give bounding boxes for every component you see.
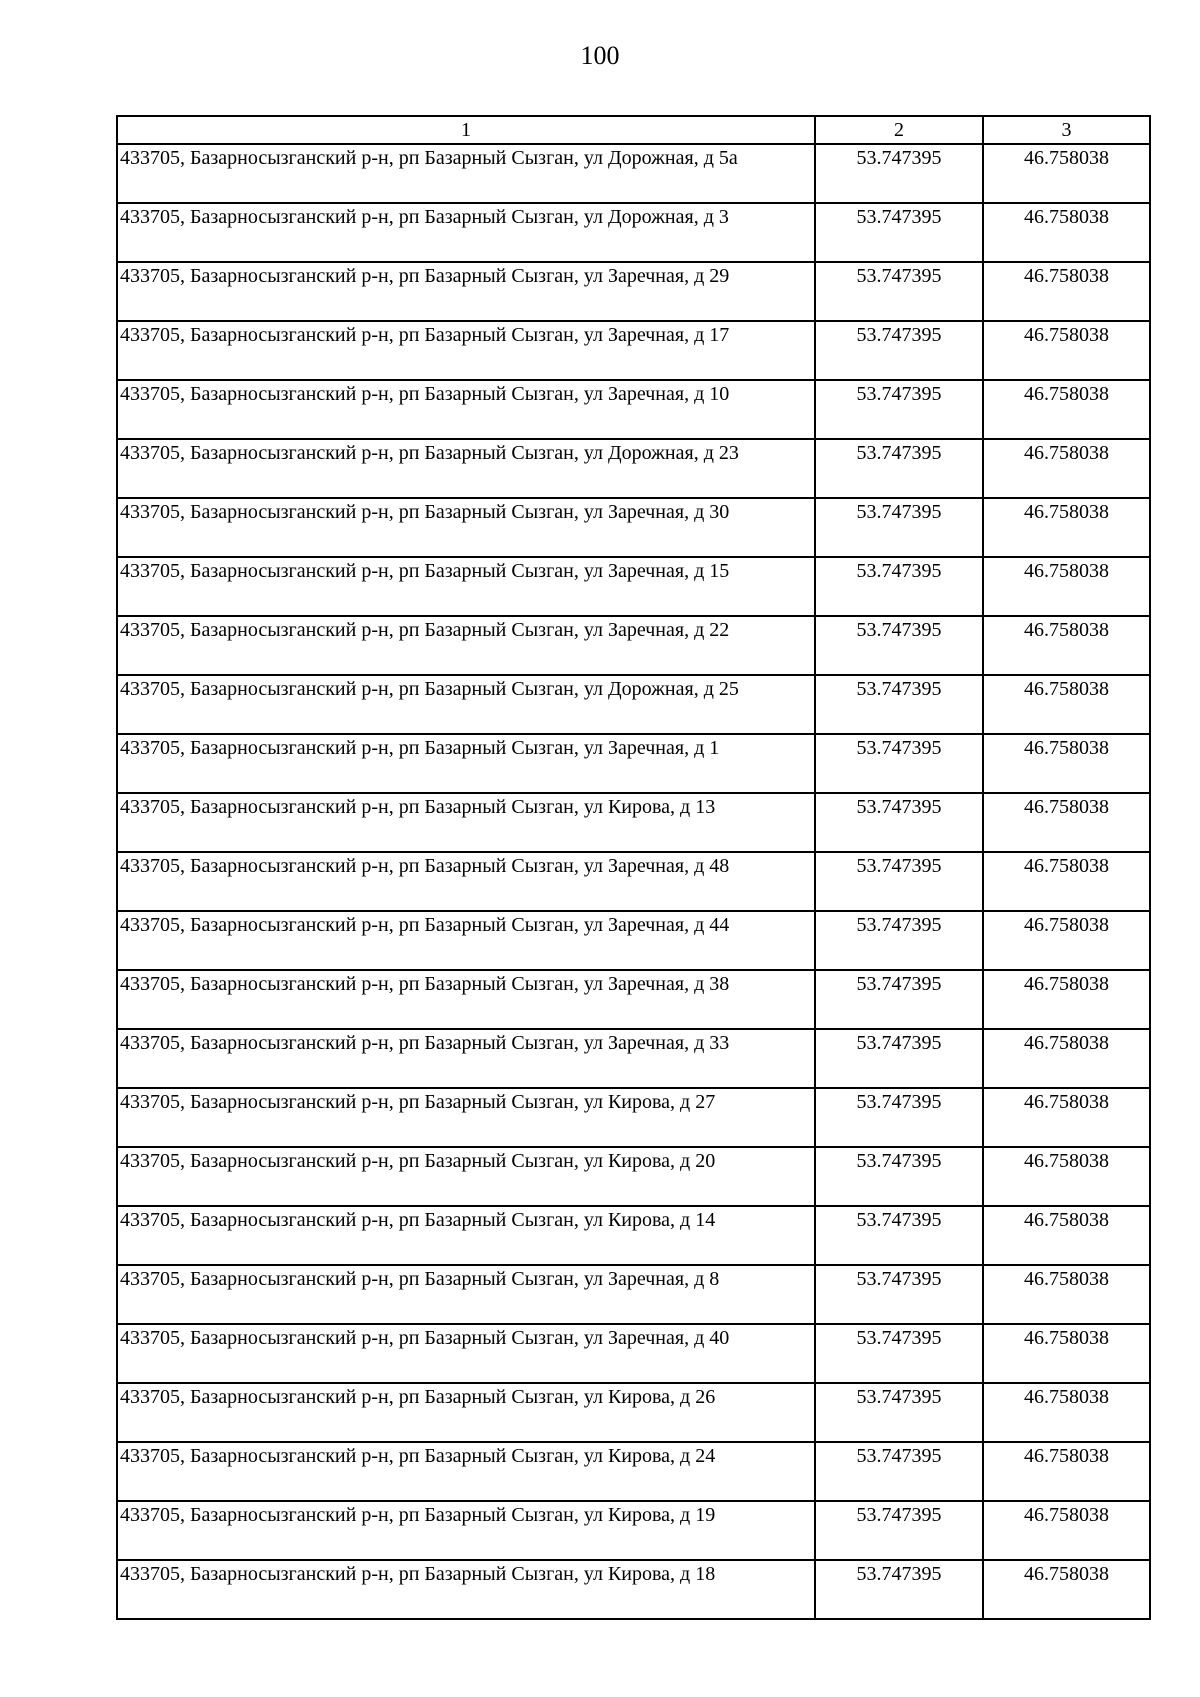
address-cell: 433705, Базарносызганский р-н, рп Базарный Сызган, ул Заречная, д 15 (117, 557, 815, 616)
table-row (117, 911, 1150, 970)
table-row (117, 1206, 1150, 1265)
address-cell: 433705, Базарносызганский р-н, рп Базарный Сызган, ул Дорожная, д 25 (117, 675, 815, 734)
address-cell: 433705, Базарносызганский р-н, рп Базарный Сызган, ул Заречная, д 1 (117, 734, 815, 793)
address-coordinates-table (116, 115, 1151, 1620)
column-header-1: 1 (117, 116, 815, 144)
longitude-cell: 46.758038 (983, 1147, 1150, 1206)
longitude-cell: 46.758038 (983, 616, 1150, 675)
table-row (117, 498, 1150, 557)
longitude-cell: 46.758038 (983, 1501, 1150, 1560)
address-cell: 433705, Базарносызганский р-н, рп Базарный Сызган, ул Кирова, д 19 (117, 1501, 815, 1560)
table-row (117, 1442, 1150, 1501)
address-cell: 433705, Базарносызганский р-н, рп Базарный Сызган, ул Заречная, д 10 (117, 380, 815, 439)
latitude-cell: 53.747395 (815, 498, 983, 557)
page-number: 100 (580, 41, 620, 70)
address-cell: 433705, Базарносызганский р-н, рп Базарный Сызган, ул Кирова, д 13 (117, 793, 815, 852)
table-row (117, 144, 1150, 203)
table-row (117, 321, 1150, 380)
address-cell: 433705, Базарносызганский р-н, рп Базарный Сызган, ул Заречная, д 48 (117, 852, 815, 911)
longitude-cell: 46.758038 (983, 1324, 1150, 1383)
table-row (117, 675, 1150, 734)
longitude-cell: 46.758038 (983, 1029, 1150, 1088)
address-cell: 433705, Базарносызганский р-н, рп Базарный Сызган, ул Дорожная, д 23 (117, 439, 815, 498)
address-cell: 433705, Базарносызганский р-н, рп Базарный Сызган, ул Заречная, д 30 (117, 498, 815, 557)
latitude-cell: 53.747395 (815, 1029, 983, 1088)
latitude-cell: 53.747395 (815, 793, 983, 852)
table-row (117, 1265, 1150, 1324)
header-row (117, 116, 1150, 144)
longitude-cell: 46.758038 (983, 498, 1150, 557)
address-cell: 433705, Базарносызганский р-н, рп Базарный Сызган, ул Заречная, д 8 (117, 1265, 815, 1324)
address-cell: 433705, Базарносызганский р-н, рп Базарный Сызган, ул Заречная, д 40 (117, 1324, 815, 1383)
address-cell: 433705, Базарносызганский р-н, рп Базарный Сызган, ул Кирова, д 24 (117, 1442, 815, 1501)
latitude-cell: 53.747395 (815, 970, 983, 1029)
longitude-cell: 46.758038 (983, 970, 1150, 1029)
longitude-cell: 46.758038 (983, 1560, 1150, 1619)
latitude-cell: 53.747395 (815, 1383, 983, 1442)
table-row (117, 439, 1150, 498)
latitude-cell: 53.747395 (815, 616, 983, 675)
longitude-cell: 46.758038 (983, 793, 1150, 852)
address-cell: 433705, Базарносызганский р-н, рп Базарный Сызган, ул Заречная, д 44 (117, 911, 815, 970)
table-row (117, 734, 1150, 793)
longitude-cell: 46.758038 (983, 734, 1150, 793)
latitude-cell: 53.747395 (815, 911, 983, 970)
table-row (117, 1383, 1150, 1442)
longitude-cell: 46.758038 (983, 144, 1150, 203)
latitude-cell: 53.747395 (815, 1501, 983, 1560)
longitude-cell: 46.758038 (983, 852, 1150, 911)
longitude-cell: 46.758038 (983, 1265, 1150, 1324)
latitude-cell: 53.747395 (815, 1324, 983, 1383)
latitude-cell: 53.747395 (815, 734, 983, 793)
latitude-cell: 53.747395 (815, 557, 983, 616)
table-row (117, 557, 1150, 616)
longitude-cell: 46.758038 (983, 439, 1150, 498)
table-row (117, 1560, 1150, 1619)
latitude-cell: 53.747395 (815, 852, 983, 911)
longitude-cell: 46.758038 (983, 1383, 1150, 1442)
address-cell: 433705, Базарносызганский р-н, рп Базарный Сызган, ул Дорожная, д 3 (117, 203, 815, 262)
table-row (117, 203, 1150, 262)
longitude-cell: 46.758038 (983, 203, 1150, 262)
latitude-cell: 53.747395 (815, 1147, 983, 1206)
longitude-cell: 46.758038 (983, 911, 1150, 970)
latitude-cell: 53.747395 (815, 1560, 983, 1619)
latitude-cell: 53.747395 (815, 203, 983, 262)
column-header-2: 2 (815, 116, 983, 144)
table-row (117, 852, 1150, 911)
longitude-cell: 46.758038 (983, 675, 1150, 734)
longitude-cell: 46.758038 (983, 1088, 1150, 1147)
longitude-cell: 46.758038 (983, 1442, 1150, 1501)
address-cell: 433705, Базарносызганский р-н, рп Базарный Сызган, ул Заречная, д 17 (117, 321, 815, 380)
table-body (117, 144, 1150, 1619)
longitude-cell: 46.758038 (983, 380, 1150, 439)
address-cell: 433705, Базарносызганский р-н, рп Базарный Сызган, ул Заречная, д 33 (117, 1029, 815, 1088)
latitude-cell: 53.747395 (815, 675, 983, 734)
latitude-cell: 53.747395 (815, 262, 983, 321)
longitude-cell: 46.758038 (983, 557, 1150, 616)
address-cell: 433705, Базарносызганский р-н, рп Базарный Сызган, ул Дорожная, д 5а (117, 144, 815, 203)
longitude-cell: 46.758038 (983, 262, 1150, 321)
longitude-cell: 46.758038 (983, 321, 1150, 380)
table-row (117, 262, 1150, 321)
latitude-cell: 53.747395 (815, 380, 983, 439)
column-header-3: 3 (983, 116, 1150, 144)
table-header (117, 116, 1150, 144)
table-row (117, 1324, 1150, 1383)
table-row (117, 1029, 1150, 1088)
latitude-cell: 53.747395 (815, 1442, 983, 1501)
address-cell: 433705, Базарносызганский р-н, рп Базарный Сызган, ул Заречная, д 38 (117, 970, 815, 1029)
address-cell: 433705, Базарносызганский р-н, рп Базарный Сызган, ул Кирова, д 18 (117, 1560, 815, 1619)
table-row (117, 616, 1150, 675)
table-row (117, 380, 1150, 439)
table-row (117, 1501, 1150, 1560)
table-row (117, 793, 1150, 852)
table-row (117, 1088, 1150, 1147)
address-cell: 433705, Базарносызганский р-н, рп Базарный Сызган, ул Кирова, д 26 (117, 1383, 815, 1442)
latitude-cell: 53.747395 (815, 144, 983, 203)
address-cell: 433705, Базарносызганский р-н, рп Базарный Сызган, ул Кирова, д 27 (117, 1088, 815, 1147)
latitude-cell: 53.747395 (815, 1088, 983, 1147)
latitude-cell: 53.747395 (815, 1206, 983, 1265)
address-cell: 433705, Базарносызганский р-н, рп Базарный Сызган, ул Кирова, д 14 (117, 1206, 815, 1265)
longitude-cell: 46.758038 (983, 1206, 1150, 1265)
latitude-cell: 53.747395 (815, 1265, 983, 1324)
latitude-cell: 53.747395 (815, 321, 983, 380)
address-cell: 433705, Базарносызганский р-н, рп Базарный Сызган, ул Заречная, д 29 (117, 262, 815, 321)
address-cell: 433705, Базарносызганский р-н, рп Базарный Сызган, ул Заречная, д 22 (117, 616, 815, 675)
latitude-cell: 53.747395 (815, 439, 983, 498)
table-row (117, 970, 1150, 1029)
address-cell: 433705, Базарносызганский р-н, рп Базарный Сызган, ул Кирова, д 20 (117, 1147, 815, 1206)
table-row (117, 1147, 1150, 1206)
